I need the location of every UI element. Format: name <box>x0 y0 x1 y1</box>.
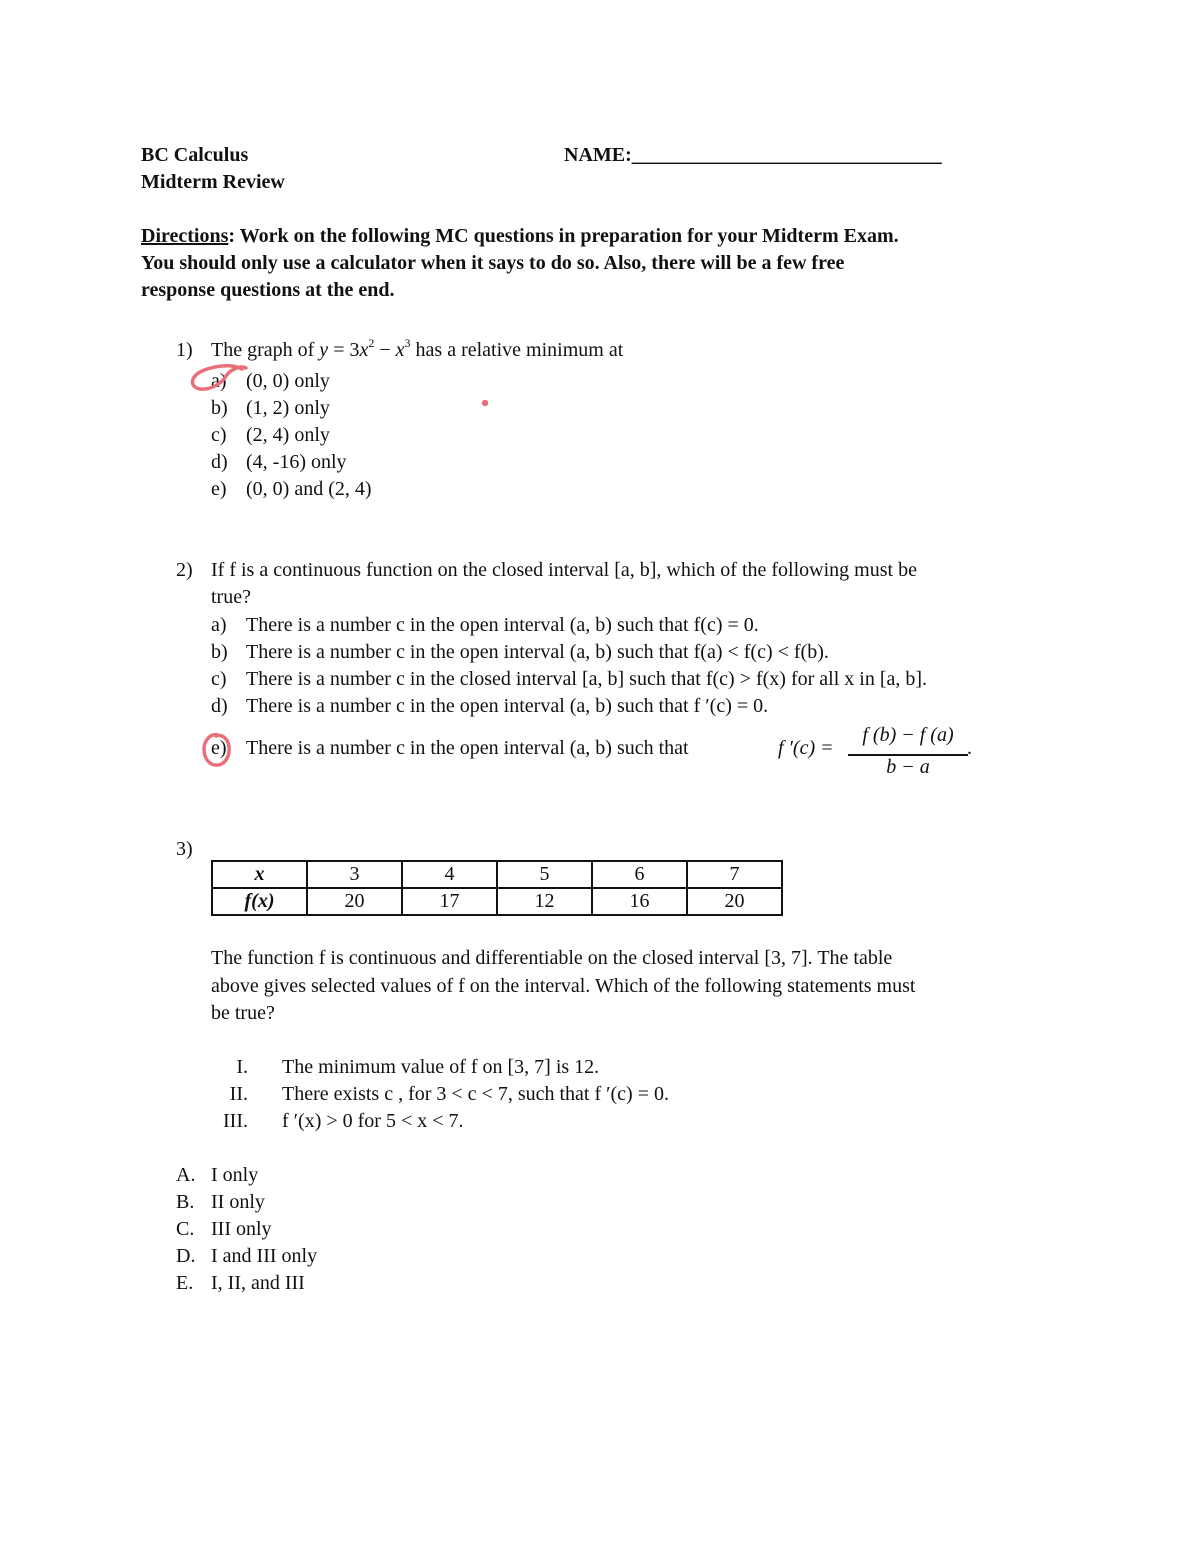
q1-eq-exp2: 3 <box>404 336 411 350</box>
table-cell: 5 <box>497 861 592 888</box>
q1-stem-post: has a relative minimum at <box>410 339 624 361</box>
directions-text-1: Work on the following MC questions in preparation for your Midterm Exam. <box>235 225 899 247</box>
table-cell: 12 <box>497 888 592 915</box>
table-cell: 4 <box>402 861 497 888</box>
q1-eq-exp1: 2 <box>368 336 375 350</box>
q3-statement-3-text: f ′(x) > 0 for 5 < x < 7. <box>282 1110 464 1132</box>
q2-option-c-text: There is a number c in the closed interval [a, b] such that f(c) > f(x) for all x in [a, b]. <box>246 668 928 690</box>
table-cell: 3 <box>307 861 402 888</box>
q1-option-a-text: (0, 0) only <box>246 370 330 392</box>
q2-option-a-letter: a) <box>211 614 227 636</box>
q3-option-a-letter: A. <box>176 1164 196 1186</box>
q3-statement-1-numeral: I. <box>236 1056 248 1078</box>
q2-option-c-letter: c) <box>211 668 227 690</box>
q1-option-b-letter: b) <box>211 397 228 419</box>
table-cell: 7 <box>687 861 782 888</box>
q2-option-e-text: There is a number c in the open interval (a, b) such that <box>246 737 689 759</box>
q3-option-d-text: I and III only <box>211 1245 318 1267</box>
q1-answer-circle-mark <box>193 366 247 389</box>
directions-colon: : <box>228 225 236 247</box>
q1-eq-x1: x <box>359 339 369 361</box>
stray-ink-dot <box>482 400 488 406</box>
q2-option-e-period: . <box>967 737 972 759</box>
table-cell: 17 <box>402 888 497 915</box>
q1-option-b-text: (1, 2) only <box>246 397 330 419</box>
table-row-label-fx: f(x) <box>212 888 307 915</box>
q2-stem-line-2: true? <box>211 586 251 608</box>
q2-option-a-text: There is a number c in the open interval (a, b) such that f(c) = 0. <box>246 614 759 636</box>
q2-number: 2) <box>176 559 193 581</box>
q2-option-b-text: There is a number c in the open interval (a, b) such that f(a) < f(c) < f(b). <box>246 641 829 663</box>
q2-answer-circle-mark <box>204 735 229 765</box>
q3-statement-2-numeral: II. <box>229 1083 248 1105</box>
q3-option-e-text: I, II, and III <box>211 1272 305 1294</box>
q1-stem-pre: The graph of <box>211 339 320 361</box>
q1-option-d-text: (4, -16) only <box>246 451 347 473</box>
q3-statement-1-text: The minimum value of f on [3, 7] is 12. <box>282 1056 600 1078</box>
q1-eq-y: y <box>319 339 329 361</box>
q3-option-c-text: III only <box>211 1218 272 1240</box>
q1-number: 1) <box>176 339 193 361</box>
q2-option-e-letter: e) <box>211 737 227 759</box>
q2-stem-line-1: If f is a continuous function on the closed interval [a, b], which of the following must be <box>211 559 917 581</box>
q3-option-e-letter: E. <box>176 1272 194 1294</box>
q2-fraction-numerator: f (b) − f (a) <box>862 724 954 746</box>
table-cell: 20 <box>307 888 402 915</box>
q3-option-b-text: II only <box>211 1191 265 1213</box>
q2-option-d-letter: d) <box>211 695 228 717</box>
q3-option-a-text: I only <box>211 1164 259 1186</box>
q3-statement-2-text: There exists c , for 3 < c < 7, such that f ′(c) = 0. <box>282 1083 669 1105</box>
table-row-label-x: x <box>212 861 307 888</box>
directions-label: Directions <box>141 225 229 247</box>
q2-fraction-denominator: b − a <box>886 756 930 778</box>
q1-eq-minus: − <box>374 339 396 361</box>
q3-option-d-letter: D. <box>176 1245 196 1267</box>
q1-option-c-letter: c) <box>211 424 227 446</box>
q1-option-c-text: (2, 4) only <box>246 424 330 446</box>
q1-option-a-letter: a) <box>211 370 227 392</box>
document-subtitle: Midterm Review <box>141 171 285 193</box>
q3-option-b-letter: B. <box>176 1191 195 1213</box>
table-cell: 16 <box>592 888 687 915</box>
q3-option-c-letter: C. <box>176 1218 195 1240</box>
q1-option-d-letter: d) <box>211 451 228 473</box>
q3-stem-line-1: The function f is continuous and differentiable on the closed interval [3, 7]. The table <box>211 947 893 969</box>
table-cell: 6 <box>592 861 687 888</box>
q3-statement-3-numeral: III. <box>223 1110 248 1132</box>
q1-option-e-text: (0, 0) and (2, 4) <box>246 478 372 500</box>
q3-number: 3) <box>176 838 193 860</box>
q1-eq-mid: = 3 <box>328 339 360 361</box>
name-field-label: NAME:_______________________________ <box>564 144 942 166</box>
q1-eq-x2: x <box>395 339 405 361</box>
q3-stem-line-3: be true? <box>211 1002 275 1024</box>
directions-line-2: You should only use a calculator when it says to do so. Also, there will be a few free <box>141 252 845 274</box>
q1-option-e-letter: e) <box>211 478 227 500</box>
q2-option-e-lhs: f ′(c) = <box>778 737 834 759</box>
q2-option-d-text: There is a number c in the open interval (a, b) such that f ′(c) = 0. <box>246 695 769 717</box>
q3-stem-line-2: above gives selected values of f on the interval. Which of the following statements must <box>211 975 916 997</box>
q2-option-b-letter: b) <box>211 641 228 663</box>
course-title: BC Calculus <box>141 144 249 166</box>
table-cell: 20 <box>687 888 782 915</box>
directions-line-3: response questions at the end. <box>141 279 395 301</box>
